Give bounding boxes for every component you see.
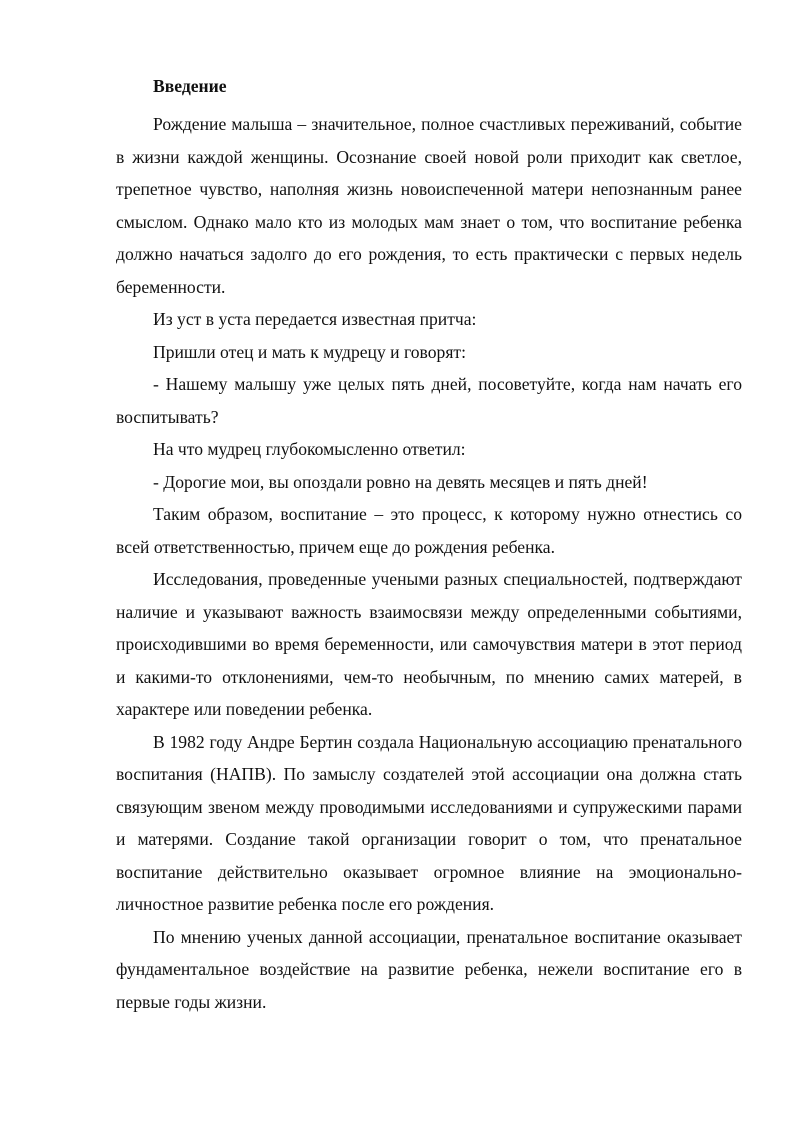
paragraph-parable-question: - Нашему малышу уже целых пять дней, посоветуйте, когда нам начать его воспитывать? bbox=[116, 374, 742, 427]
paragraph-association-opinion: По мнению ученых данной ассоциации, пренатальное воспитание оказывает фундаментальное воздействие на развитие ребенка, нежели воспитание его в первые годы жизни. bbox=[116, 926, 742, 1012]
paragraph-conclusion: Таким образом, воспитание – это процесс, к которому нужно отнестись со всей ответственностью, причем еще до рождения ребенка. bbox=[116, 504, 742, 557]
paragraph-parable-answer-intro: На что мудрец глубокомысленно ответил: bbox=[153, 439, 466, 459]
paragraph-intro: Рождение малыша – значительное, полное счастливых переживаний, событие в жизни каждой женщины. Осознание своей новой роли приходит как светлое, трепетное чувство, наполняя жизнь новоиспеченной матери непознанным ранее смыслом. Однако мало кто из молодых мам знает о том, что воспитание ребенка должно начаться задолго до его рождения, то есть практически с первых недель беременности. bbox=[116, 114, 742, 297]
section-heading: Введение bbox=[153, 76, 227, 96]
paragraph-research: Исследования, проведенные учеными разных специальностей, подтверждают наличие и указывают важность взаимосвязи между определенными событиями, происходившими во время беременности, или самочувствия матери в этот период и какими-то отклонениями, чем-то необычным, по мнению самих матерей, в характере или поведении ребенка. bbox=[116, 569, 742, 719]
paragraph-parable-setup: Пришли отец и мать к мудрецу и говорят: bbox=[153, 341, 467, 362]
paragraph-association: В 1982 году Андре Бертин создала Национальную ассоциацию пренатального воспитания (НАПВ). По замыслу создателей этой ассоциации она должна стать связующим звеном между проводимыми исследованиями и супружескими парами и матерями. Создание такой организации говорит о том, что пренатальное воспитание действительно оказывает огромное влияние на эмоционально-личностное развитие ребенка после его рождения. bbox=[116, 731, 742, 914]
paragraph-parable-intro: Из уст в уста передается известная притча: bbox=[153, 309, 477, 329]
paragraph-parable-answer: - Дорогие мои, вы опоздали ровно на девять месяцев и пять дней! bbox=[153, 471, 648, 492]
